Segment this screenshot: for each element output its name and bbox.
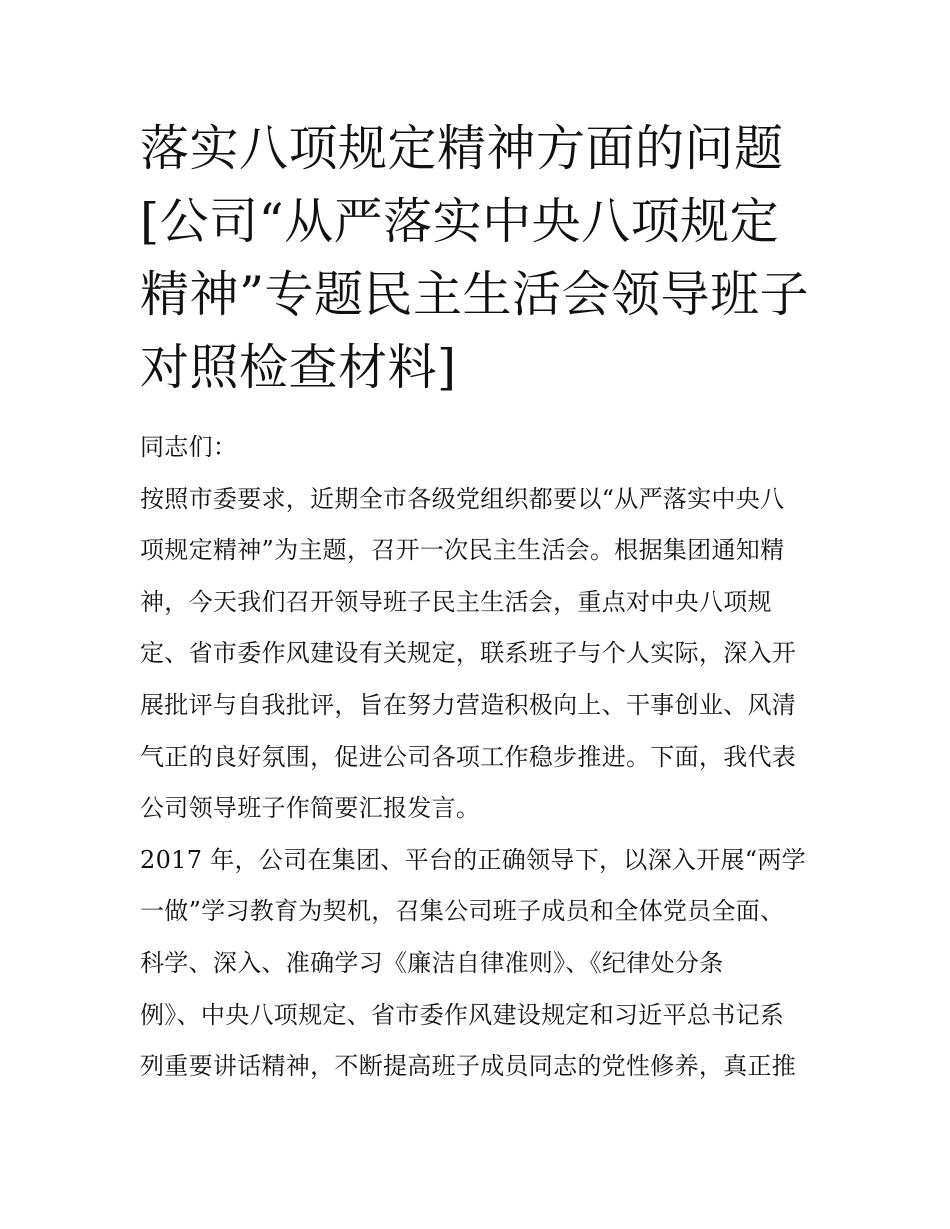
paragraph-line: 气正的良好氛围，促进公司各项工作稳步推进。下面，我代表: [140, 742, 797, 771]
title-line: 对照检查材料]: [140, 339, 457, 396]
paragraph-1: [140, 474, 812, 835]
paragraph-line: 例》、中央八项规定、省市委作风建设规定和习近平总书记系: [140, 1000, 785, 1029]
salutation: 同志们：: [140, 433, 238, 461]
paragraph-line: 神，今天我们召开领导班子民主生活会，重点对中央八项规: [140, 587, 772, 616]
paragraph-line: 公司领导班子作简要汇报发言。: [140, 794, 481, 823]
paragraph-2: [140, 835, 812, 1093]
paragraph-line: 一做”学习教育为契机，召集公司班子成员和全体党员全面、: [140, 897, 785, 926]
paragraph-line: 2017 年，公司在集团、平台的正确领导下，以深入开展“两学: [140, 845, 806, 874]
document-title: [140, 112, 812, 404]
paragraph-line: 科学、深入、准确学习《廉洁自律准则》、《纪律处分条: [140, 948, 724, 977]
document-page: [140, 112, 812, 1093]
paragraph-line: 展批评与自我批评，旨在努力营造积极向上、干事创业、风清: [140, 690, 797, 719]
paragraph-line: 定、省市委作风建设有关规定，联系班子与个人实际，深入开: [140, 639, 797, 668]
title-line: 精神”专题民主生活会领导班子: [140, 266, 810, 323]
paragraph-line: 列重要讲话精神，不断提高班子成员同志的党性修养，真正推: [140, 1052, 797, 1081]
title-line: [公司“从严落实中央八项规定: [140, 193, 780, 250]
title-line: 落实八项规定精神方面的问题: [140, 120, 784, 177]
paragraph-line: 按照市委要求，近期全市各级党组织都要以“从严落实中央八: [140, 484, 785, 513]
paragraph-line: 项规定精神”为主题，召开一次民主生活会。根据集团通知精: [140, 536, 785, 565]
